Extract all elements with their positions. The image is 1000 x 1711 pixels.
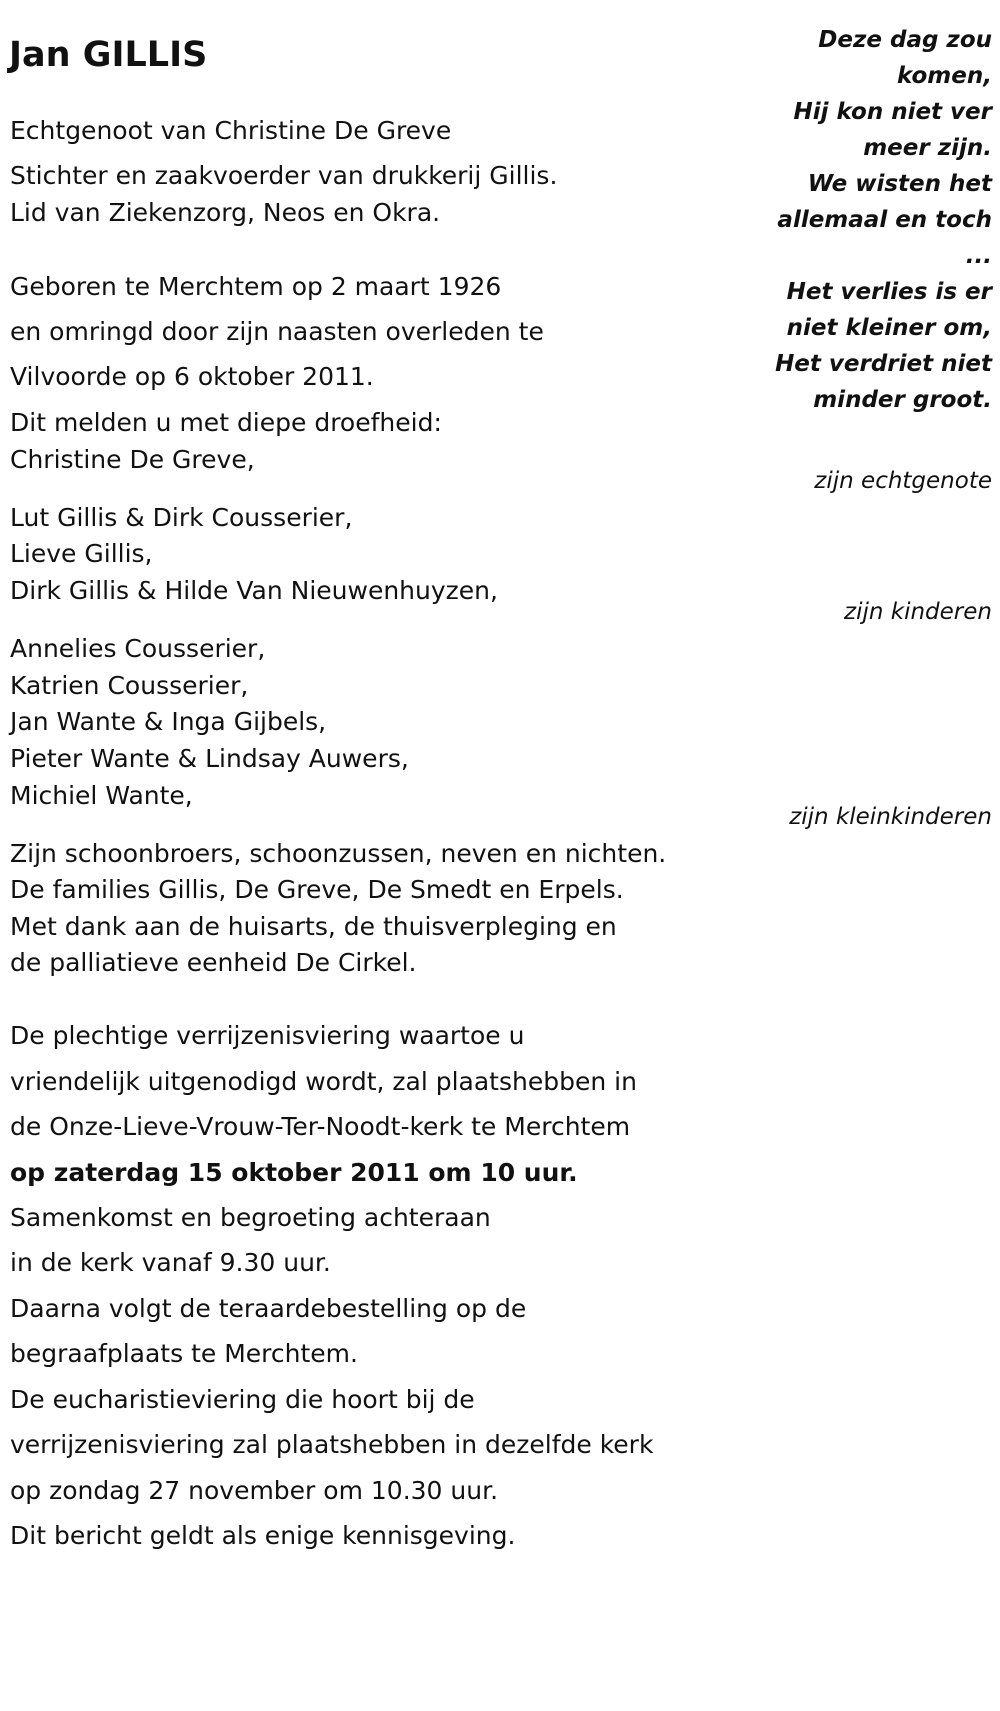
deceased-name: Jan GILLIS bbox=[9, 35, 208, 75]
poem-line: Het verlies is er bbox=[786, 279, 992, 305]
intro-line: Lid van Ziekenzorg, Neos en Okra. bbox=[10, 198, 441, 227]
family-line: Zijn schoonbroers, schoonzussen, neven en nichten. bbox=[10, 839, 667, 868]
poem-line: niet kleiner om, bbox=[786, 315, 992, 341]
family-line: De families Gillis, De Greve, De Smedt en Erpels. bbox=[10, 875, 624, 904]
ceremony-line: op zondag 27 november om 10.30 uur. bbox=[10, 1476, 499, 1505]
ceremony-line: Dit bericht geldt als enige kennisgeving. bbox=[10, 1521, 516, 1550]
intro-line: Stichter en zaakvoerder van drukkerij Gillis. bbox=[10, 161, 558, 190]
poem-line: ... bbox=[965, 243, 992, 269]
poem-line: We wisten het bbox=[807, 171, 992, 197]
role-children: zijn kinderen bbox=[844, 599, 992, 625]
birth-death-line: Geboren te Merchtem op 2 maart 1926 bbox=[10, 272, 502, 301]
family-line: de palliatieve eenheid De Cirkel. bbox=[10, 948, 417, 977]
poem-line: Hij kon niet ver bbox=[793, 99, 992, 125]
poem-line: meer zijn. bbox=[863, 135, 992, 161]
grandchild-line: Annelies Cousserier, bbox=[10, 634, 266, 663]
announcement: Dit melden u met diepe droefheid: bbox=[10, 408, 442, 437]
grandchild-line: Jan Wante & Inga Gijbels, bbox=[10, 707, 327, 736]
family-line: Met dank aan de huisarts, de thuisverpleging en bbox=[10, 912, 617, 941]
intro-line: Echtgenoot van Christine De Greve bbox=[10, 116, 452, 145]
memorial-poem bbox=[742, 22, 992, 418]
ceremony-line: De eucharistieviering die hoort bij de bbox=[10, 1385, 475, 1414]
birth-death-line: Vilvoorde op 6 oktober 2011. bbox=[10, 362, 374, 391]
grandchild-line: Katrien Cousserier, bbox=[10, 671, 249, 700]
ceremony-line: Daarna volgt de teraardebestelling op de bbox=[10, 1294, 527, 1323]
poem-line: Het verdriet niet bbox=[775, 351, 992, 377]
grandchild-line: Pieter Wante & Lindsay Auwers, bbox=[10, 744, 409, 773]
child-line: Lut Gillis & Dirk Cousserier, bbox=[10, 503, 353, 532]
child-line: Dirk Gillis & Hilde Van Nieuwenhuyzen, bbox=[10, 576, 498, 605]
grandchild-line: Michiel Wante, bbox=[10, 781, 193, 810]
ceremony-line: de Onze-Lieve-Vrouw-Ter-Noodt-kerk te Merchtem bbox=[10, 1112, 631, 1141]
poem-line: allemaal en toch bbox=[777, 207, 992, 233]
ceremony-line: begraafplaats te Merchtem. bbox=[10, 1339, 358, 1368]
ceremony-line: Samenkomst en begroeting achteraan bbox=[10, 1203, 491, 1232]
ceremony-line: in de kerk vanaf 9.30 uur. bbox=[10, 1248, 331, 1277]
poem-line: minder groot. bbox=[813, 387, 992, 413]
ceremony-date: op zaterdag 15 oktober 2011 om 10 uur. bbox=[10, 1158, 578, 1187]
child-line: Lieve Gillis, bbox=[10, 539, 153, 568]
role-spouse: zijn echtgenote bbox=[814, 468, 992, 494]
ceremony-line: vriendelijk uitgenodigd wordt, zal plaatshebben in bbox=[10, 1067, 637, 1096]
spouse-name: Christine De Greve, bbox=[10, 445, 255, 474]
role-grandchildren: zijn kleinkinderen bbox=[789, 804, 992, 830]
birth-death-line: en omringd door zijn naasten overleden te bbox=[10, 317, 544, 346]
poem-line: Deze dag zou bbox=[818, 27, 992, 53]
poem-line: komen, bbox=[897, 63, 992, 89]
ceremony-line: De plechtige verrijzenisviering waartoe u bbox=[10, 1021, 525, 1050]
ceremony-line: verrijzenisviering zal plaatshebben in dezelfde kerk bbox=[10, 1430, 654, 1459]
